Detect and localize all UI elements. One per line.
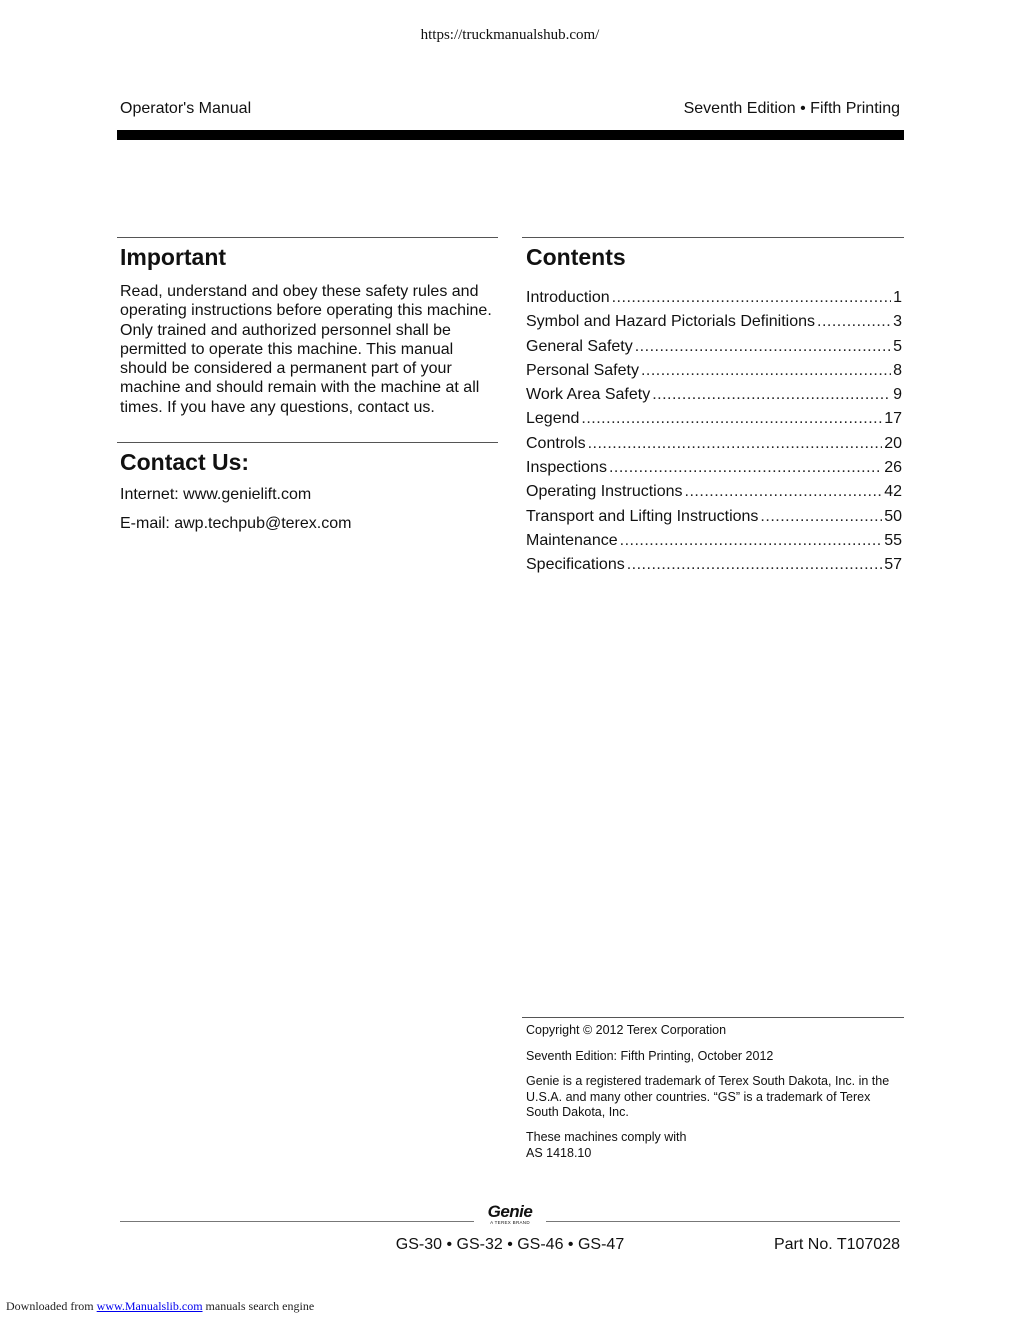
logo-tagline: A TEREX BRAND	[490, 1220, 530, 1225]
copyright-line: Copyright © 2012 Terex Corporation	[526, 1023, 727, 1037]
toc-page: 5	[893, 337, 902, 355]
important-heading: Important	[120, 244, 227, 270]
toc-title: Controls	[526, 434, 586, 452]
toc-title: Specifications	[526, 556, 625, 574]
toc-leader	[641, 362, 891, 380]
toc-page: 3	[893, 313, 902, 331]
toc-page: 17	[884, 410, 902, 428]
toc-title: Introduction	[526, 289, 610, 306]
toc-title: Operating Instructions	[526, 483, 683, 501]
header-bar	[117, 130, 904, 140]
toc-leader	[627, 556, 882, 574]
toc-page: 20	[884, 434, 902, 452]
toc-leader	[612, 289, 891, 307]
logo-wordmark: Genie	[487, 1202, 533, 1221]
important-divider	[117, 237, 498, 238]
toc-leader	[588, 435, 883, 453]
toc-page: 1	[893, 289, 902, 306]
source-url: https://truckmanualshub.com/	[420, 27, 600, 43]
compliance-notice	[526, 1130, 902, 1161]
toc-page: 42	[884, 483, 902, 501]
toc-page: 50	[884, 507, 902, 525]
toc-item[interactable]	[526, 338, 902, 362]
toc-leader	[609, 459, 882, 477]
contact-divider	[117, 442, 498, 443]
toc-leader	[620, 532, 883, 550]
toc-item[interactable]	[526, 435, 902, 459]
toc-title: General Safety	[526, 337, 633, 355]
toc-item[interactable]	[526, 508, 902, 532]
copyright-divider	[522, 1017, 904, 1018]
toc-title: Inspections	[526, 459, 607, 477]
toc-page: 57	[884, 556, 902, 574]
download-prefix: Downloaded from	[6, 1299, 94, 1313]
compliance-line-1: These machines comply with	[526, 1130, 687, 1144]
toc-item[interactable]	[526, 410, 902, 434]
toc-leader	[760, 508, 882, 526]
toc-leader	[581, 410, 882, 428]
footer-rule-left	[120, 1221, 474, 1222]
manualslib-link[interactable]: www.Manualslib.com	[96, 1299, 203, 1313]
toc-title: Symbol and Hazard Pictorials Definitions	[526, 313, 816, 331]
toc-leader	[817, 313, 891, 331]
header-manual-title: Operator's Manual	[120, 100, 252, 117]
contact-email: E-mail: awp.techpub@terex.com	[120, 515, 352, 532]
toc-leader	[652, 386, 891, 404]
toc-item[interactable]	[526, 459, 902, 483]
toc-item[interactable]	[526, 289, 902, 313]
toc-item[interactable]	[526, 362, 902, 386]
download-suffix: manuals search engine	[205, 1299, 315, 1313]
toc-item[interactable]	[526, 532, 902, 556]
contents-divider	[522, 237, 904, 238]
toc-leader	[635, 338, 891, 356]
genie-logo	[478, 1203, 542, 1229]
trademark-notice: Genie is a registered trademark of Terex South Dakota, Inc. in the U.S.A. and many other countries. “GS” is a trademark of Terex South Dakota, Inc.	[526, 1074, 890, 1119]
toc-item[interactable]	[526, 386, 902, 410]
toc-title: Transport and Lifting Instructions	[526, 507, 759, 525]
footer-part-number: Part No. T107028	[773, 1236, 900, 1253]
toc-page: 55	[884, 531, 902, 549]
important-text: Read, understand and obey these safety rules and operating instructions before operating this machine. Only trained and authorized personnel shall be permitted to operate this machine. This manual should be considered a permanent part of your machine and should remain with the machine at all times. If you have any questions, contact us.	[120, 283, 492, 416]
toc-leader	[685, 483, 883, 501]
compliance-line-2: AS 1418.10	[526, 1145, 592, 1160]
contents-heading: Contents	[526, 244, 626, 270]
toc-page: 26	[884, 459, 902, 477]
toc-title: Personal Safety	[526, 361, 639, 379]
toc-title: Work Area Safety	[526, 386, 651, 404]
toc-title: Maintenance	[526, 531, 618, 549]
table-of-contents	[526, 289, 902, 581]
download-notice	[6, 1299, 314, 1314]
toc-title: Legend	[526, 410, 580, 428]
contact-internet: Internet: www.genielift.com	[120, 486, 312, 503]
toc-item[interactable]	[526, 313, 902, 337]
header-edition: Seventh Edition • Fifth Printing	[683, 100, 900, 117]
contact-heading: Contact Us:	[120, 449, 250, 475]
edition-line: Seventh Edition: Fifth Printing, October 2012	[526, 1049, 774, 1063]
footer-rule-right	[546, 1221, 900, 1222]
toc-page: 9	[893, 386, 902, 404]
toc-item[interactable]	[526, 483, 902, 507]
toc-item[interactable]	[526, 556, 902, 580]
footer-models: GS-30 • GS-32 • GS-46 • GS-47	[395, 1236, 625, 1253]
toc-page: 8	[893, 361, 902, 379]
